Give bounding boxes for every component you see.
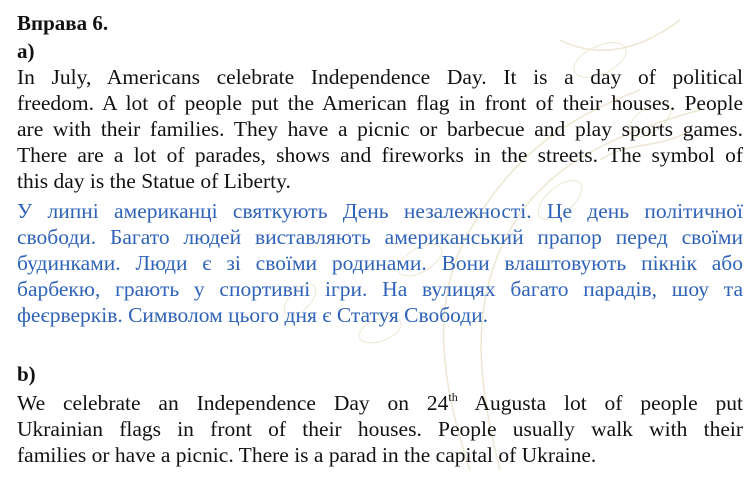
part-a-ukrainian-translation: [17, 198, 743, 328]
text-line: У липні американці святкують День незалежності. Це день політичної: [17, 199, 743, 223]
part-b-english-paragraph: [17, 390, 743, 468]
line-text-before-superscript: We celebrate an Independence Day on 24: [17, 391, 449, 415]
text-line: свободи. Багато людей виставляють американський прапор перед своїми: [17, 225, 743, 249]
line-text-after-superscript: Augusta lot of people put: [457, 391, 743, 415]
part-a-english-paragraph: [17, 64, 743, 194]
text-line: феєрверків. Символом цього дня є Статуя Свободи.: [17, 303, 489, 327]
text-line: будинками. Люди є зі своїми родинами. Вони влаштовують пікнік або: [17, 251, 743, 275]
text-line: freedom. A lot of people put the American flag in front of their houses. People: [17, 91, 743, 115]
text-line: Ukrainian flags in front of their houses. People usually walk with their: [17, 417, 743, 441]
text-line: families or have a picnic. There is a parad in the capital of Ukraine.: [17, 443, 597, 467]
part-a-label: a): [17, 39, 35, 63]
text-line: are with their families. They have a picnic or barbecue and play sports games.: [17, 117, 743, 141]
text-line: There are a lot of parades, shows and fireworks in the streets. The symbol of: [17, 143, 743, 167]
text-line: In July, Americans celebrate Independence Day. It is a day of political: [17, 65, 743, 89]
text-line: барбекю, грають у спортивні ігри. На вулицях багато парадів, шоу та: [17, 277, 743, 301]
exercise-title: Вправа 6.: [17, 11, 109, 35]
text-line: this day is the Statue of Liberty.: [17, 169, 291, 193]
ordinal-superscript: th: [448, 390, 458, 404]
text-line: [17, 390, 743, 416]
part-b-label: b): [17, 362, 36, 386]
